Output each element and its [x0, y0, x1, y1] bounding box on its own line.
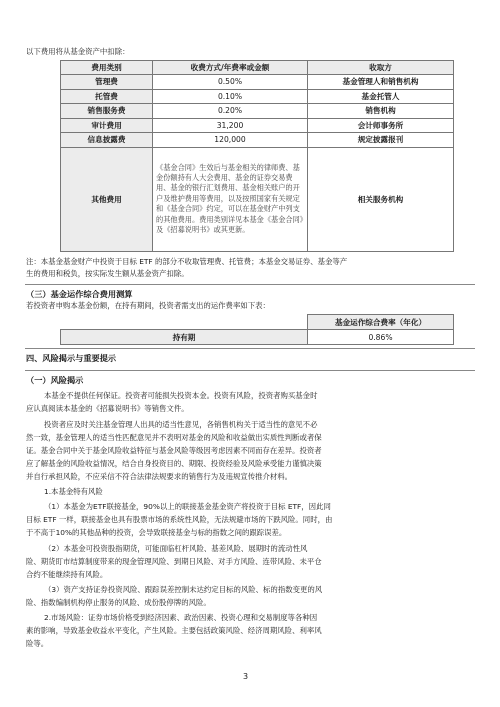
- fee-payee: 会计师事务所: [308, 118, 454, 133]
- note-line: 生的费用和税负，按实际发生额从基金资产扣除。: [26, 269, 189, 278]
- running-fee-table: [60, 314, 454, 345]
- subsection1-title: （一）风险揭示: [26, 375, 84, 385]
- paragraph-line: 2.市场风险：证券市场价格受到经济因素、政治因素、投资心理和交易制度等各种因: [44, 613, 318, 622]
- section3-intro: 若投资者申购本基金份额，在持有期间，投资者需支出的运作费率如下表：: [26, 301, 270, 310]
- table-row-other: [61, 147, 454, 251]
- section3-title: （三）基金运作综合费用测算: [26, 289, 133, 299]
- running-fee-header: 基金运作综合费率（年化）: [308, 315, 454, 330]
- header-rate: 收费方式/年费率或金额: [153, 61, 308, 75]
- fee-payee: 销售机构: [308, 104, 454, 119]
- fee-category: 信息披露费: [61, 133, 153, 148]
- section4-title: 四、风险揭示与重要提示: [26, 353, 117, 363]
- fee-payee: 相关服务机构: [308, 147, 454, 251]
- header-category: 费用类别: [61, 61, 153, 75]
- running-fee-value: 0.86%: [308, 330, 454, 345]
- table-row: [61, 133, 454, 148]
- paragraph-line: （2）本基金可投资股指期货，可能面临杠杆风险、基差风险、展期时的流动性风: [44, 544, 308, 553]
- table-row: [61, 118, 454, 133]
- paragraph-line: 险等。: [26, 639, 49, 648]
- holding-period-label: 持有期: [61, 330, 308, 345]
- fee-table-header: [61, 61, 454, 75]
- paragraph-line: 险、期货盯市结算制度带来的现金管理风险、到期日风险、对手方风险、连带风险、未平仓: [26, 557, 322, 566]
- paragraph-line: 素的影响，导致基金收益水平变化，产生风险。主要包括政策风险、经济周期风险、利率风: [26, 626, 322, 635]
- fee-category: 审计费用: [61, 118, 153, 133]
- fee-description: 《基金合同》生效后与基金相关的律师费、基金份额持有人大会费用、基金的证券交易费用、基金的银行汇划费用、基金相关账户的开户及维护费用等费用，以及按照国家有关规定和《基金合同》约定，可以在基金财产中列支的其他费用。费用类别详见本基金《基金合同》及《招募说明书》或其更新。: [153, 147, 308, 251]
- table-row: [61, 104, 454, 119]
- fee-category: 其他费用: [61, 147, 153, 251]
- paragraph-line: 证。基金合同中关于基金风险收益特征与基金风险等级因考虑因素不同而存在差异。投资者: [26, 446, 322, 455]
- fee-rate: 0.10%: [153, 89, 308, 104]
- paragraph-line: 于不高于10%的其他品种的投资，会导致联接基金与标的指数之间的跟踪误差。: [26, 528, 287, 537]
- fee-payee: 规定披露报刊: [308, 133, 454, 148]
- paragraph-line: 应认真阅读本基金的《招募说明书》等销售文件。: [26, 404, 189, 413]
- note-line: 注：本基金基金财产中投资于目标 ETF 的部分不收取管理费、托管费；本基金交易证券、基金等产: [26, 257, 348, 266]
- page-number: 3: [243, 672, 249, 681]
- divider: [25, 370, 475, 371]
- table-row: [61, 89, 454, 104]
- paragraph-line: 投资者应及时关注基金管理人出具的适当性意见，各销售机构关于适当性的意见不必: [44, 420, 318, 429]
- paragraph-line: 合约不能继续持有风险。: [26, 570, 108, 579]
- fee-table: [60, 60, 454, 252]
- paragraph-line: 险、指数编制机构停止服务的风险、成份股停牌的风险。: [26, 598, 211, 607]
- fee-rate: 31,200: [153, 118, 308, 133]
- divider: [25, 348, 475, 349]
- empty-cell: [61, 315, 308, 330]
- header-payee: 收取方: [308, 61, 454, 75]
- paragraph-line: （1）本基金为ETF联接基金，90%以上的联接基金基金资产将投资于目标 ETF，因此同: [44, 502, 331, 511]
- table-row: [61, 315, 454, 330]
- divider: [25, 284, 475, 285]
- fee-rate: 120,000: [153, 133, 308, 148]
- paragraph-line: （3）资产支持证券投资风险、跟踪误差控制未达约定目标的风险、标的指数变更的风: [44, 585, 323, 594]
- paragraph-line: 然一致，基金管理人的适当性匹配意见并不表明对基金的风险和收益做出实质性判断或者保: [26, 433, 322, 442]
- fee-payee: 基金托管人: [308, 89, 454, 104]
- fee-category: 托管费: [61, 89, 153, 104]
- paragraph-line: 应了解基金的风险收益情况，结合自身投资目的、期限、投资经验及风险承受能力谨慎决策: [26, 459, 322, 468]
- table-row: [61, 330, 454, 345]
- intro-text: 以下费用将从基金资产中扣除：: [26, 47, 130, 56]
- fee-category: 管理费: [61, 75, 153, 90]
- paragraph-heading: 1.本基金特有风险: [44, 487, 103, 496]
- paragraph-line: 目标 ETF 一样，联接基金也具有股票市场的系统性风险，无法规避市场的下跌风险。同时，由: [26, 515, 333, 524]
- paragraph-line: 本基金不提供任何保证。投资者可能损失投资本金。投资有风险，投资者购买基金时: [44, 391, 318, 400]
- fee-category: 销售服务费: [61, 104, 153, 119]
- fee-payee: 基金管理人和销售机构: [308, 75, 454, 90]
- fee-rate: 0.20%: [153, 104, 308, 119]
- paragraph-line: 并自行承担风险，不应采信不符合法律法规要求的销售行为及违规宣传推介材料。: [26, 472, 293, 481]
- fee-rate: 0.50%: [153, 75, 308, 90]
- table-row: [61, 75, 454, 90]
